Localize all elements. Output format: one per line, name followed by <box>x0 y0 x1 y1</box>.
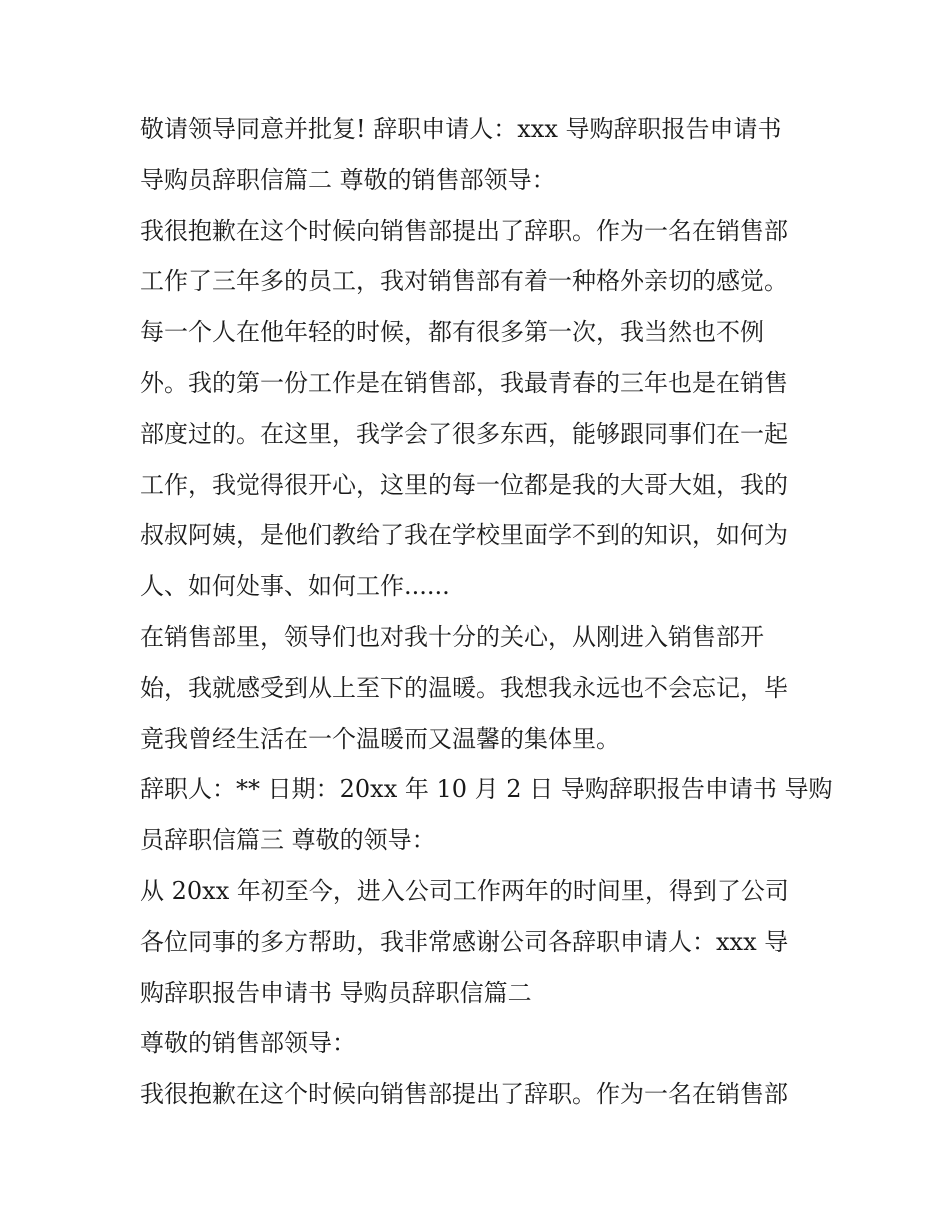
text-line: 外。我的第一份工作是在销售部，我最青春的三年也是在销售 <box>140 368 788 397</box>
text-line: 人、如何处事、如何工作...... <box>140 572 450 601</box>
text-line: 每一个人在他年轻的时候，都有很多第一次，我当然也不例 <box>140 318 764 347</box>
text-line: 叔叔阿姨，是他们教给了我在学校里面学不到的知识，如何为 <box>140 521 788 550</box>
text-line: 各位同事的多方帮助，我非常感谢公司各辞职申请人：xxx 导 <box>140 927 789 956</box>
text-line: 竟我曾经生活在一个温暖而又温馨的集体里。 <box>140 724 620 753</box>
text-line: 从 20xx 年初至今，进入公司工作两年的时间里，得到了公司 <box>140 876 789 905</box>
text-line: 导购员辞职信篇二 尊敬的销售部领导： <box>140 165 556 194</box>
text-line: 敬请领导同意并批复! 辞职申请人：xxx 导购辞职报告申请书 <box>140 115 782 143</box>
document-body <box>140 104 833 1120</box>
text-line: 我很抱歉在这个时候向销售部提出了辞职。作为一名在销售部 <box>140 1080 788 1109</box>
text-line: 购辞职报告申请书 导购员辞职信篇二 <box>140 978 532 1007</box>
text-line: 工作，我觉得很开心，这里的每一位都是我的大哥大姐，我的 <box>140 470 788 499</box>
text-line: 尊敬的销售部领导： <box>140 1029 356 1058</box>
text-line: 我很抱歉在这个时候向销售部提出了辞职。作为一名在销售部 <box>140 216 788 245</box>
text-line: 始，我就感受到从上至下的温暖。我想我永远也不会忘记，毕 <box>140 673 788 702</box>
text-line: 部度过的。在这里，我学会了很多东西，能够跟同事们在一起 <box>140 419 788 448</box>
text-line: 在销售部里，领导们也对我十分的关心，从刚进入销售部开 <box>140 622 764 651</box>
text-line: 员辞职信篇三 尊敬的领导： <box>140 826 436 855</box>
text-line: 工作了三年多的员工，我对销售部有着一种格外亲切的感觉。 <box>140 267 788 296</box>
text-line: 辞职人：** 日期：20xx 年 10 月 2 日 导购辞职报告申请书 导购 <box>140 775 833 804</box>
